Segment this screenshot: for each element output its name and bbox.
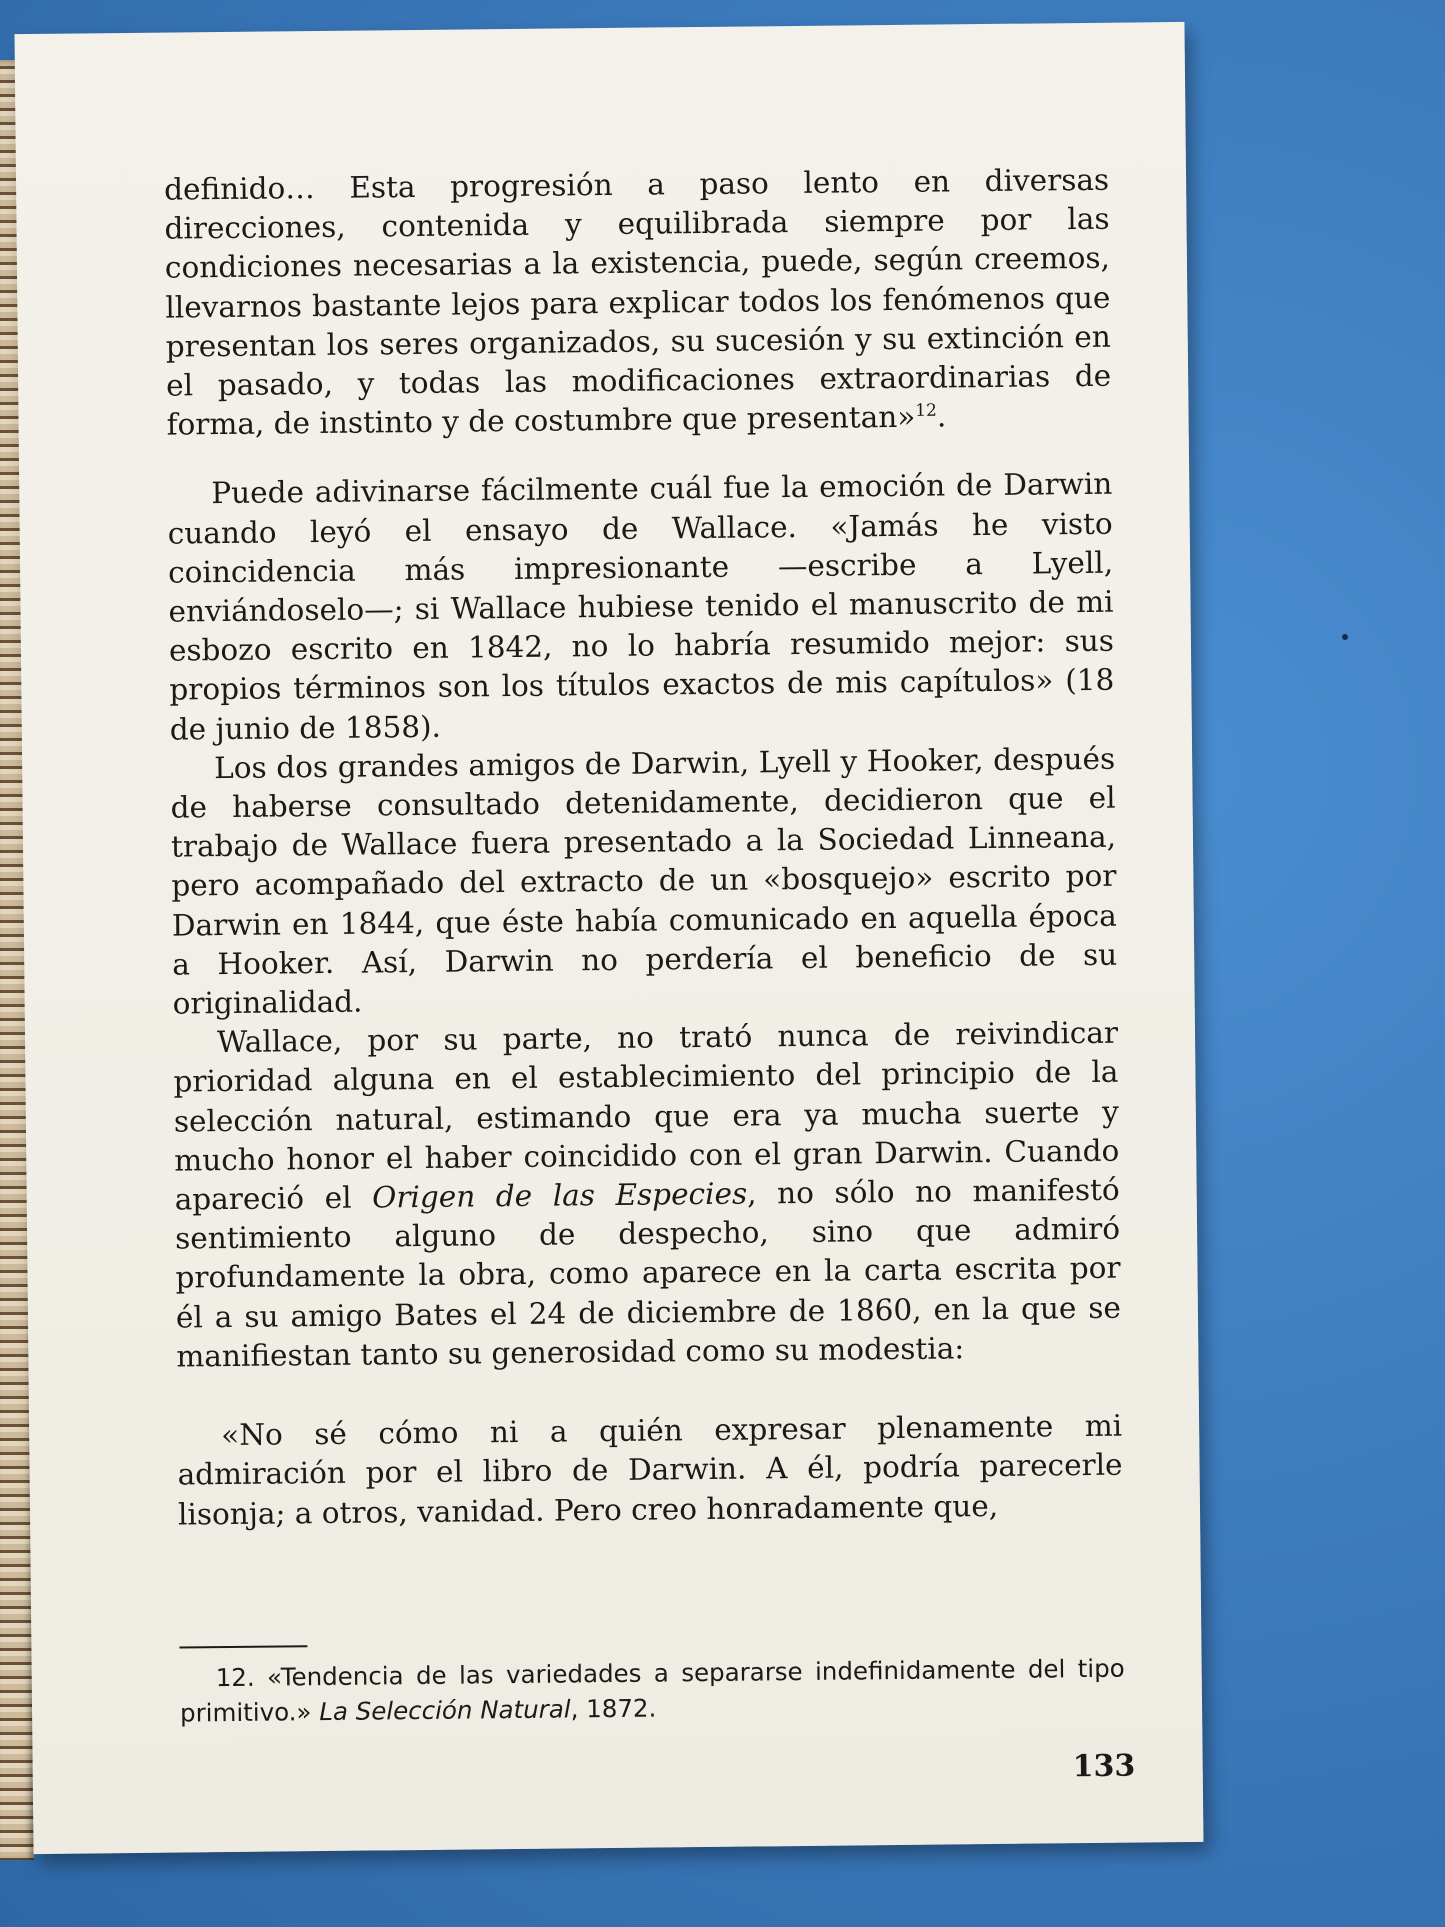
page-number: 133	[1072, 1748, 1136, 1785]
book-title-italic: Origen de las Especies	[371, 1176, 748, 1215]
footnote-year: , 1872.	[570, 1693, 657, 1724]
footnote-number: 12.	[215, 1662, 255, 1693]
paragraph-continuation: definido… Esta progresión a paso lento en diversas direcciones, contenida y equilibrada siempre por las condiciones necesarias a la existencia, puede, según creemos, llevarnos bastante lejos para explicar todos los fenómenos que presentan los seres organizados, su sucesión y su extinción en el pasado, y todas las modificaciones extraordinarias de forma, de instinto y de costumbre que presentan»$^{12}$.	[163, 162, 1112, 442]
paragraph-lyell-hooker: Los dos grandes amigos de Darwin, Lyell y Hooker, después de haberse consultado detenidamente, decidieron que el trabajo de Wallace fuera presentado a la Sociedad Linneana, pero acompañado del extracto de un «bosquejo» escrito por Darwin en 1844, que éste había comunicado en aquella época a Hooker. Así, Darwin no perdería el beneficio de su originalidad.	[170, 741, 1118, 1021]
paragraph-wallace: Wallace, por su parte, no trató nunca de reivindicar prioridad alguna en el establecimiento del principio de la selección natural, estimando que era ya mucha suerte y mucho honor el haber coincidido con el gran Darwin. Cuando apareció el Origen de las Especies, no sólo no manifestó sentimiento alguno de despecho, sino que admiró profundamente la obra, como aparece en la carta escrita por él a su amigo Bates el 24 de diciembre de 1860, en la que se manifiestan tanto su generosidad como su modestia:	[173, 1015, 1122, 1374]
footnote-divider	[179, 1645, 307, 1648]
footnote-source-title: La Selección Natural	[319, 1694, 571, 1727]
background-speck	[1342, 634, 1348, 640]
footnote	[180, 1651, 1126, 1731]
book-page	[15, 22, 1204, 1854]
body-text	[164, 161, 1123, 1535]
footnote-text: «Tendencia de las variedades a separarse indefinidamente del tipo primitivo.»	[179, 1653, 1125, 1728]
paragraph-darwin-emotion: Puede adivinarse fácilmente cuál fue la emoción de Darwin cuando leyó el ensayo de Wallace. «Jamás he visto coincidencia más impresionante —escribe a Lyell, enviándoselo—; si Wallace hubiese tenido el manuscrito de mi esbozo escrito en 1842, no lo habría resumido mejor: sus propios términos son los títulos exactos de mis capítulos» (18 de junio de 1858).	[167, 467, 1115, 747]
footnote-reference: 12	[915, 400, 937, 422]
paragraph-quote: «No sé cómo ni a quién expresar plenamente mi admiración por el libro de Darwin. A él, podría parecerle lisonja; a otros, vanidad. Pero creo honradamente que,	[177, 1408, 1123, 1532]
